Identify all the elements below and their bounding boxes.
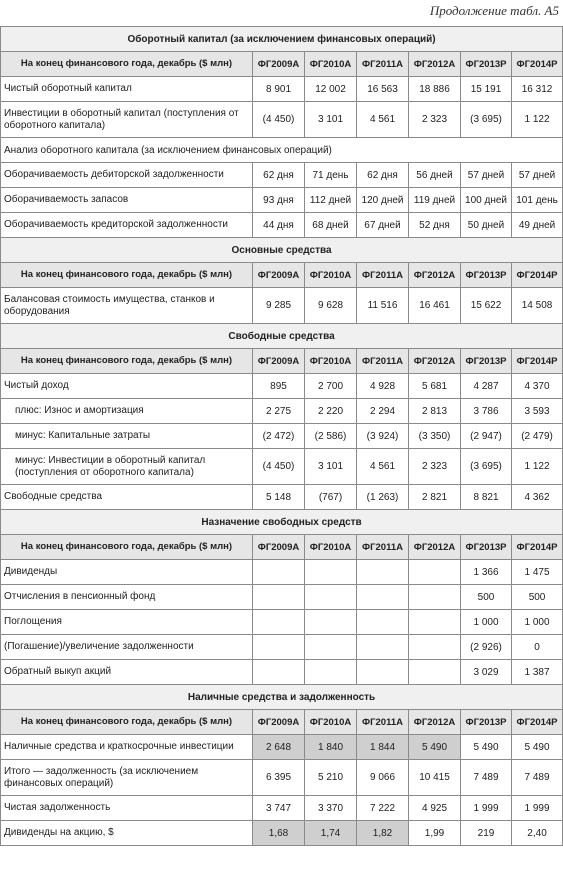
row-label: Чистый доход [1,374,253,399]
row-label: Оборачиваемость кредиторской задолженности [1,213,253,238]
table-row [1,399,563,424]
header-row [1,710,563,735]
cell-value: (2 472) [253,424,305,449]
cell-value: 5 490 [461,735,512,760]
cell-value: 112 дней [305,188,357,213]
row-label: Отчисления в пенсионный фонд [1,585,253,610]
cell-value: 16 461 [409,288,461,324]
cell-value: 1,68 [253,821,305,846]
year-header: ФГ2011А [357,710,409,735]
table-row [1,660,563,685]
row-label: (Погашение)/увеличение задолженности [1,635,253,660]
cell-value: (4 450) [253,102,305,138]
cell-value [409,560,461,585]
cell-value: 4 561 [357,449,409,485]
cell-value: 2 648 [253,735,305,760]
cell-value: 0 [512,635,563,660]
cell-value: 500 [461,585,512,610]
cell-value: 68 дней [305,213,357,238]
row-label: Чистый оборотный капитал [1,77,253,102]
cell-value: 2 294 [357,399,409,424]
header-label: На конец финансового года, декабрь ($ млн) [1,710,253,735]
year-header: ФГ2012А [409,349,461,374]
cell-value: 52 дня [409,213,461,238]
cell-value: 101 день [512,188,563,213]
table-row [1,449,563,485]
cell-value: 1 122 [512,102,563,138]
cell-value: 1 000 [461,610,512,635]
cell-value: 3 101 [305,102,357,138]
table-row [1,635,563,660]
year-header: ФГ2013Р [461,710,512,735]
cell-value: 8 821 [461,485,512,510]
cell-value [357,585,409,610]
table-row [1,821,563,846]
row-label: Поглощения [1,610,253,635]
cell-value [357,560,409,585]
cell-value: 9 066 [357,760,409,796]
cell-value: (4 450) [253,449,305,485]
year-header: ФГ2009А [253,349,305,374]
year-header: ФГ2009А [253,52,305,77]
row-label: Оборачиваемость запасов [1,188,253,213]
cell-value: 1 999 [512,796,563,821]
row-label: Балансовая стоимость имущества, станков и оборудования [1,288,253,324]
cell-value: 5 148 [253,485,305,510]
cell-value: 93 дня [253,188,305,213]
cell-value: 8 901 [253,77,305,102]
cell-value [253,610,305,635]
cell-value: 15 622 [461,288,512,324]
cell-value: 3 029 [461,660,512,685]
cell-value: 1 366 [461,560,512,585]
year-header: ФГ2011А [357,349,409,374]
row-label: Чистая задолженность [1,796,253,821]
row-label: минус: Капитальные затраты [1,424,253,449]
financial-table [0,26,563,846]
table-row [1,102,563,138]
row-label: Итого — задолженность (за исключением финансовых операций) [1,760,253,796]
cell-value [357,635,409,660]
cell-value [409,610,461,635]
year-header: ФГ2011А [357,263,409,288]
year-header: ФГ2009А [253,535,305,560]
year-header: ФГ2010А [305,52,357,77]
cell-value: (2 479) [512,424,563,449]
cell-value: 5 490 [512,735,563,760]
cell-value: 219 [461,821,512,846]
cell-value: (3 695) [461,102,512,138]
cell-value: 5 681 [409,374,461,399]
table-row [1,760,563,796]
cell-value: 49 дней [512,213,563,238]
cell-value: 100 дней [461,188,512,213]
section-title-row [1,324,563,349]
year-header: ФГ2011А [357,535,409,560]
year-header: ФГ2013Р [461,52,512,77]
year-header: ФГ2014Р [512,52,563,77]
table-row [1,560,563,585]
cell-value: 4 287 [461,374,512,399]
cell-value: 11 516 [357,288,409,324]
table-row [1,735,563,760]
cell-value: 2 813 [409,399,461,424]
cell-value [305,660,357,685]
year-header: ФГ2012А [409,710,461,735]
cell-value: 1 475 [512,560,563,585]
row-label: Свободные средства [1,485,253,510]
cell-value: 7 489 [461,760,512,796]
cell-value: 4 370 [512,374,563,399]
cell-value: 7 222 [357,796,409,821]
cell-value: 9 285 [253,288,305,324]
section-title: Свободные средства [1,324,563,349]
year-header: ФГ2010А [305,349,357,374]
section-title-row [1,685,563,710]
cell-value: (2 947) [461,424,512,449]
header-label: На конец финансового года, декабрь ($ млн) [1,52,253,77]
cell-value: 2 275 [253,399,305,424]
cell-value: 4 925 [409,796,461,821]
cell-value: (3 350) [409,424,461,449]
section-title-row [1,27,563,52]
table-caption: Продолжение табл. А5 [429,3,559,18]
cell-value: (2 586) [305,424,357,449]
cell-value: 18 886 [409,77,461,102]
cell-value: 2 323 [409,449,461,485]
cell-value [357,610,409,635]
cell-value: (767) [305,485,357,510]
cell-value: 56 дней [409,163,461,188]
cell-value: (3 695) [461,449,512,485]
cell-value: 1 844 [357,735,409,760]
cell-value: (1 263) [357,485,409,510]
table-row [1,188,563,213]
cell-value: 5 490 [409,735,461,760]
year-header: ФГ2012А [409,263,461,288]
header-row [1,349,563,374]
cell-value: 44 дня [253,213,305,238]
cell-value: 1,82 [357,821,409,846]
cell-value: 57 дней [512,163,563,188]
table-row [1,77,563,102]
cell-value: 1 387 [512,660,563,685]
cell-value: (3 924) [357,424,409,449]
cell-value: 895 [253,374,305,399]
year-header: ФГ2014Р [512,263,563,288]
row-label: Обратный выкуп акций [1,660,253,685]
cell-value: 62 дня [253,163,305,188]
header-label: На конец финансового года, декабрь ($ млн) [1,263,253,288]
cell-value: 2 323 [409,102,461,138]
year-header: ФГ2013Р [461,349,512,374]
cell-value [357,660,409,685]
row-label: Наличные средства и краткосрочные инвестиции [1,735,253,760]
year-header: ФГ2013Р [461,263,512,288]
row-label: Дивиденды [1,560,253,585]
cell-value [253,560,305,585]
cell-value: 67 дней [357,213,409,238]
section-title: Назначение свободных средств [1,510,563,535]
table-row [1,374,563,399]
table-row [1,424,563,449]
cell-value: 16 563 [357,77,409,102]
table-row [1,163,563,188]
header-row [1,535,563,560]
cell-value: 3 747 [253,796,305,821]
cell-value: 1 999 [461,796,512,821]
year-header: ФГ2009А [253,710,305,735]
year-header: ФГ2014Р [512,710,563,735]
year-header: ФГ2010А [305,535,357,560]
year-header: ФГ2012А [409,535,461,560]
cell-value [409,585,461,610]
cell-value: 120 дней [357,188,409,213]
year-header: ФГ2013Р [461,535,512,560]
section-title: Оборотный капитал (за исключением финансовых операций) [1,27,563,52]
cell-value: 500 [512,585,563,610]
table-row [1,796,563,821]
year-header: ФГ2014Р [512,535,563,560]
cell-value [305,560,357,585]
row-label: Оборачиваемость дебиторской задолженности [1,163,253,188]
cell-value: 1 122 [512,449,563,485]
subheader: Анализ оборотного капитала (за исключением финансовых операций) [1,138,563,163]
cell-value: 2 220 [305,399,357,424]
cell-value: 3 370 [305,796,357,821]
cell-value: 4 362 [512,485,563,510]
cell-value: 12 002 [305,77,357,102]
row-label: Инвестиции в оборотный капитал (поступления от оборотного капитала) [1,102,253,138]
cell-value: 71 день [305,163,357,188]
cell-value: 1 000 [512,610,563,635]
cell-value: 119 дней [409,188,461,213]
cell-value: 1,99 [409,821,461,846]
cell-value: 1,74 [305,821,357,846]
year-header: ФГ2011А [357,52,409,77]
cell-value: 9 628 [305,288,357,324]
header-label: На конец финансового года, декабрь ($ млн) [1,535,253,560]
cell-value: 57 дней [461,163,512,188]
cell-value: 4 928 [357,374,409,399]
section-title: Наличные средства и задолженность [1,685,563,710]
cell-value: 6 395 [253,760,305,796]
cell-value [305,635,357,660]
section-title-row [1,238,563,263]
cell-value: 5 210 [305,760,357,796]
table-row [1,485,563,510]
cell-value: 14 508 [512,288,563,324]
year-header: ФГ2009А [253,263,305,288]
cell-value: 3 593 [512,399,563,424]
cell-value: 4 561 [357,102,409,138]
section-title-row [1,510,563,535]
row-label: плюс: Износ и амортизация [1,399,253,424]
table-row [1,585,563,610]
row-label: минус: Инвестиции в оборотный капитал (поступления от оборотного капитала) [1,449,253,485]
subheader-row [1,138,563,163]
table-row [1,288,563,324]
row-label: Дивиденды на акцию, $ [1,821,253,846]
cell-value: 7 489 [512,760,563,796]
cell-value [305,610,357,635]
table-row [1,213,563,238]
cell-value [253,635,305,660]
cell-value [253,660,305,685]
header-row [1,52,563,77]
cell-value: 62 дня [357,163,409,188]
year-header: ФГ2010А [305,263,357,288]
cell-value: 2 821 [409,485,461,510]
cell-value [253,585,305,610]
cell-value: 15 191 [461,77,512,102]
cell-value: 16 312 [512,77,563,102]
year-header: ФГ2010А [305,710,357,735]
cell-value: 50 дней [461,213,512,238]
cell-value: 1 840 [305,735,357,760]
header-row [1,263,563,288]
year-header: ФГ2012А [409,52,461,77]
cell-value [409,660,461,685]
cell-value: 10 415 [409,760,461,796]
table-row [1,610,563,635]
cell-value: 2,40 [512,821,563,846]
year-header: ФГ2014Р [512,349,563,374]
cell-value [409,635,461,660]
section-title: Основные средства [1,238,563,263]
cell-value: 3 786 [461,399,512,424]
header-label: На конец финансового года, декабрь ($ млн) [1,349,253,374]
cell-value: 2 700 [305,374,357,399]
cell-value: 3 101 [305,449,357,485]
cell-value [305,585,357,610]
cell-value: (2 926) [461,635,512,660]
